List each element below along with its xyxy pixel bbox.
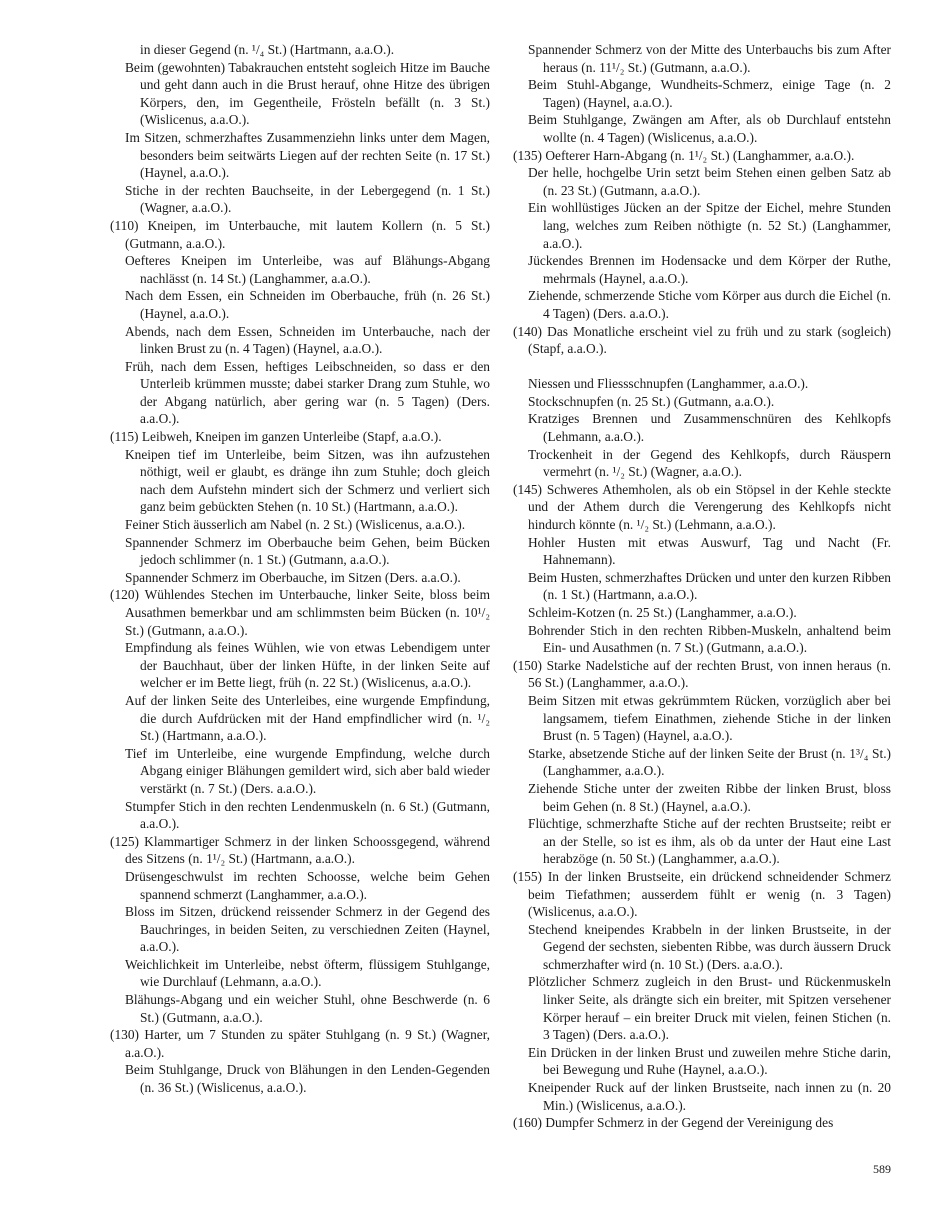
symptom-entry: Trockenheit in der Gegend des Kehlkopfs, durch Räuspern vermehrt (n. ¹/₂ St.) (Wagner, a.a.O.). [528,446,891,480]
symptom-entry: (130) Harter, um 7 Stunden zu später Stuhlgang (n. 9 St.) (Wagner, a.a.O.). [110,1027,490,1060]
symptom-entry: Ein Drücken in der linken Brust und zuweilen mehre Stiche darin, bei Bewegung und Ruhe (Haynel, a.a.O.). [528,1044,891,1078]
symptom-entry: Bloss im Sitzen, drückend reissender Schmerz in der Gegend des Bauchringes, in beiden Seiten, zu verschiednen Zeiten (Haynel, a.a.O.). [125,904,490,955]
symptom-entry: Oefteres Kneipen im Unterleibe, was auf Blähungs-Abgang nachlässt (n. 14 St.) (Langhammer, a.a.O.). [125,253,490,286]
symptom-entry: Ein wohllüstiges Jücken an der Spitze der Eichel, mehre Stunden lang, welches zum Reiben nöthigte (n. 52 St.) (Langhammer, a.a.O.). [528,200,891,251]
symptom-entry: Spannender Schmerz im Oberbauche beim Gehen, beim Bücken jedoch schlimmer (n. 1 St.) (Gutmann, a.a.O.). [125,534,490,568]
symptom-entry: Jückendes Brennen im Hodensacke und dem Körper der Ruthe, mehrmals (Haynel, a.a.O.). [528,253,891,286]
symptom-entry: Kratziges Brennen und Zusammenschnüren des Kehlkopfs (Lehmann, a.a.O.). [528,411,891,445]
symptom-entry: (135) Oefterer Harn-Abgang (n. 1¹/₂ St.) (Langhammer, a.a.O.). [513,147,855,163]
symptom-entry: Ziehende, schmerzende Stiche vom Körper aus durch die Eichel (n. 4 Tagen) (Ders. a.a.O.). [528,288,891,321]
symptom-entry: Kneipender Ruck auf der linken Brustseite, nach innen zu (n. 20 Min.) (Wislicenus, a.a.O.). [528,1080,891,1113]
symptom-entry: Abends, nach dem Essen, Schneiden im Unterbauche, nach der linken Brust zu (n. 4 Tagen) (Haynel, a.a.O.). [125,323,490,357]
symptom-entry: Beim Stuhl-Abgange, Wundheits-Schmerz, einige Tage (n. 2 Tagen) (Haynel, a.a.O.). [528,77,891,110]
symptom-entry: Stockschnupfen (n. 25 St.) (Gutmann, a.a.O.). [528,393,775,409]
symptom-entry: (145) Schweres Athemholen, als ob ein Stöpsel in der Kehle steckte und der Athem durch die Verengerung des Kehlkopfs nicht hindurch könnte (n. ¹/₂ St.) (Lehmann, a.a.O.). [513,481,891,533]
symptom-entry: Starke, absetzende Stiche auf der linken Seite der Brust (n. 1³/₄ St.) (Langhammer, a.a.O.). [528,745,891,779]
symptom-entry: Ziehende Stiche unter der zweiten Ribbe der linken Brust, bloss beim Gehen (n. 8 St.) (Haynel, a.a.O.). [528,780,891,814]
symptom-entry: (160) Dumpfer Schmerz in der Gegend der Vereinigung des [513,1115,834,1131]
symptom-entry: Stiche in der rechten Bauchseite, in der Lebergegend (n. 1 St.) (Wagner, a.a.O.). [125,182,490,216]
symptom-entry: Im Sitzen, schmerzhaftes Zusammenziehn links unter dem Magen, besonders beim seitwärts Liegen auf der rechten Seite (n. 17 St.) (Haynel, a.a.O.). [125,129,490,181]
symptom-entry: Beim Stuhlgange, Druck von Blähungen in den Lenden-Gegenden (n. 36 St.) (Wislicenus, a.a.O.). [125,1062,490,1096]
symptom-entry: Tief im Unterleibe, eine wurgende Empfindung, welche durch Abgang einiger Blähungen gemildert wird, sich aber bald wieder verstärkt (n. 7 St.) (Ders. a.a.O.). [125,745,490,796]
symptom-entry: (140) Das Monatliche erscheint viel zu früh und zu stark (sogleich) (Stapf, a.a.O.). [513,323,891,357]
symptom-entry: (115) Leibweh, Kneipen im ganzen Unterleibe (Stapf, a.a.O.). [110,429,442,445]
symptom-entry: Feiner Stich äusserlich am Nabel (n. 2 St.) (Wislicenus, a.a.O.). [125,517,466,533]
symptom-entry: Drüsengeschwulst im rechten Schoosse, welche beim Gehen spannend schmerzt (Langhammer, a.a.O.). [125,868,490,902]
symptom-entry: Stechend kneipendes Krabbeln in der linken Brustseite, in der Gegend der sechsten, siebenten Ribbe, was durch äussern Druck schmerzhafter wird (n. 10 St.) (Ders. a.a.O.). [528,921,891,972]
symptom-entry: Niessen und Fliessschnupfen (Langhammer, a.a.O.). [528,376,809,392]
symptom-entry: Beim Husten, schmerzhaftes Drücken und unter den kurzen Ribben (n. 1 St.) (Hartmann, a.a.O.). [528,569,891,603]
symptom-entry: Spannender Schmerz im Oberbauche, im Sitzen (Ders. a.a.O.). [125,569,461,585]
symptom-entry: Spannender Schmerz von der Mitte des Unterbauchs bis zum After heraus (n. 11¹/₂ St.) (Gutmann, a.a.O.). [528,42,891,75]
symptom-entry: Früh, nach dem Essen, heftiges Leibschneiden, so dass er den Unterleib krümmen musste; dabei starker Drang zum Stuhle, wo der Abgang natürlich, aber gering war (n. 5 Tagen) (Ders. a.a.O.). [125,358,490,427]
symptom-entry: Blähungs-Abgang und ein weicher Stuhl, ohne Beschwerde (n. 6 St.) (Gutmann, a.a.O.). [125,992,490,1025]
symptom-entry: (110) Kneipen, im Unterbauche, mit lautem Kollern (n. 5 St.) (Gutmann, a.a.O.). [110,217,490,251]
symptom-entry: (150) Starke Nadelstiche auf der rechten Brust, von innen heraus (n. 56 St.) (Langhammer, a.a.O.). [513,657,891,691]
symptom-entry: Empfindung als feines Wühlen, wie von etwas Lebendigem unter der Bauchhaut, über der linken Hüfte, in der linken Seite auf welcher er im Bette liegt, früh (n. 22 St.) (Wislicenus, a.a.O.). [125,640,490,691]
symptom-entry: (155) In der linken Brustseite, ein drückend schneidender Schmerz beim Tiefathmen; ausserdem fühlt er wenig (n. 3 Tagen) (Wislicenus, a.a.O.). [513,868,891,920]
symptom-entry: Nach dem Essen, ein Schneiden im Oberbauche, früh (n. 26 St.) (Haynel, a.a.O.). [125,288,490,321]
symptom-entry: Plötzlicher Schmerz zugleich in den Brust- und Rückenmuskeln linker Seite, als drängte sich ein breiter, mit Spitzen versehener Körper herauf – ein breiter Druck mit vielen, feinen Stichen (n. 3 Tagen) (Ders. a.a.O.). [528,974,891,1043]
symptom-entry: Bohrender Stich in den rechten Ribben-Muskeln, anhaltend beim Ein- und Ausathmen (n. 7 St.) (Gutmann, a.a.O.). [528,622,891,656]
symptom-entry: Der helle, hochgelbe Urin setzt beim Stehen einen gelben Satz ab (n. 23 St.) (Gutmann, a.a.O.). [528,165,891,198]
symptom-entry: (120) Wühlendes Stechen im Unterbauche, linker Seite, bloss beim Ausathmen bemerkbar und am schlimmsten beim Bücken (n. 10¹/₂ St.) (Gutmann, a.a.O.). [110,587,490,638]
symptom-entry: Flüchtige, schmerzhafte Stiche auf der rechten Brustseite; reibt er an der Stelle, so ist es ihm, als ob da unter der Haut eine Last herabzöge (n. 50 St.) (Langhammer, a.a.O.). [528,816,891,867]
left-column [110,41,490,1097]
symptom-entry: Hohler Husten mit etwas Auswurf, Tag und Nacht (Fr. Hahnemann). [528,534,891,568]
symptom-entry: (125) Klammartiger Schmerz in der linken Schoossgegend, während des Sitzens (n. 1¹/₂ St.) (Hartmann, a.a.O.). [110,833,490,867]
symptom-entry: Beim Sitzen mit etwas gekrümmtem Rücken, vorzüglich aber bei langsamem, tiefem Einathmen, ziehende Stiche in der linken Brust (n. 5 Tagen) (Haynel, a.a.O.). [528,692,891,744]
page-number: 589 [873,1162,891,1176]
symptom-entry: Beim (gewohnten) Tabakrauchen entsteht sogleich Hitze im Bauche und geht dann auch in die Brust herauf, ohne Hitze des übrigen Körpers, den, im Gegentheile, Frösteln befällt (n. 3 St.) (Wislicenus, a.a.O.). [125,59,490,128]
symptom-entry: in dieser Gegend (n. ¹/₄ St.) (Hartmann, a.a.O.). [140,42,395,57]
right-column [513,41,891,1132]
symptom-entry: Kneipen tief im Unterleibe, beim Sitzen, was ihn aufzustehen nöthigt, weil er glaubt, es dränge ihn zum Stuhle; doch gleich nach dem Aufstehn mindert sich der Schmerz und verliert sich ganz beim gebückten Stehen (n. 10 St.) (Hartmann, a.a.O.). [125,446,490,515]
symptom-entry: Auf der linken Seite des Unterleibes, eine wurgende Empfindung, die durch Aufdrücken mit der Hand empfindlicher wird (n. ¹/₂ St.) (Hartmann, a.a.O.). [125,692,490,744]
symptom-entry: Beim Stuhlgange, Zwängen am After, als ob Durchlauf entstehn wollte (n. 4 Tagen) (Wislicenus, a.a.O.). [528,112,891,145]
symptom-entry: Weichlichkeit im Unterleibe, nebst öfterm, flüssigem Stuhlgange, wie Durchlauf (Lehmann, a.a.O.). [125,956,490,990]
symptom-entry: Stumpfer Stich in den rechten Lendenmuskeln (n. 6 St.) (Gutmann, a.a.O.). [125,798,490,832]
symptom-entry: Schleim-Kotzen (n. 25 St.) (Langhammer, a.a.O.). [528,605,797,620]
